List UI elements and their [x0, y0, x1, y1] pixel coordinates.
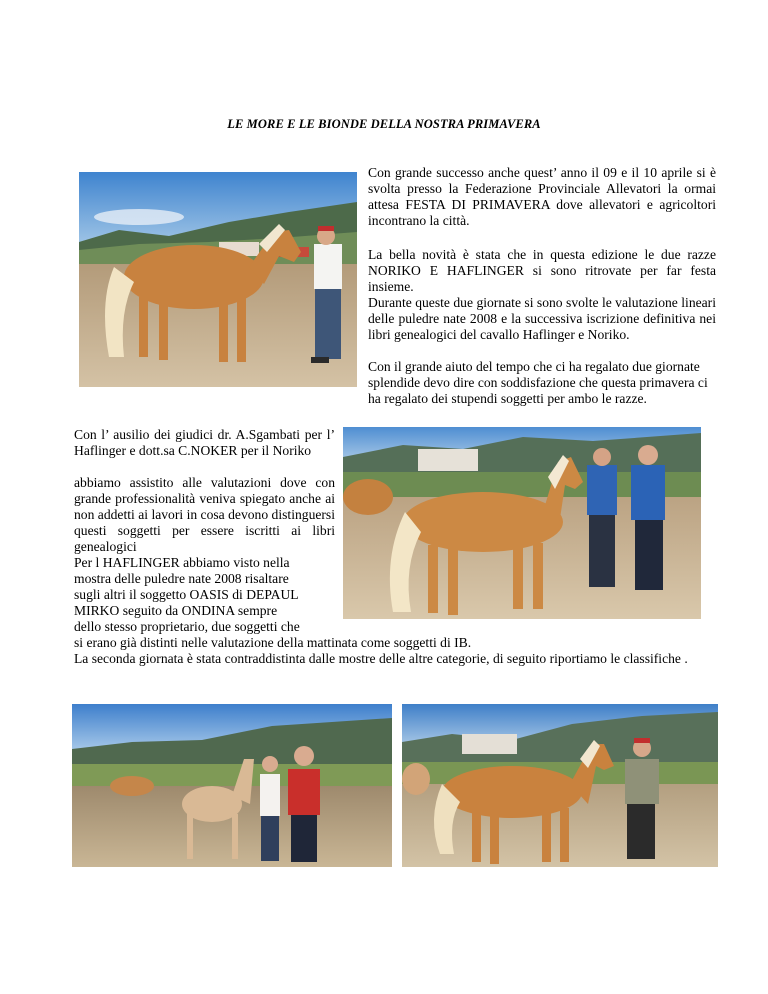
- judges-paragraph: Con l’ ausilio dei giudici dr. A.Sgambati per l’ Haflinger e dott.sa C.NOKER per il Noriko: [74, 427, 335, 458]
- haflinger-line-5: dello stesso proprietario, due soggetti che: [74, 619, 300, 634]
- photo-handler-haflinger: [402, 704, 718, 867]
- photo-judges-mare: [343, 427, 701, 619]
- days-paragraph: Durante queste due giornate si sono svolte le valutazione lineari delle puledre nate 2008 e la successiva iscrizione definitiva nei libri genealogici del cavallo Haflinger e Noriko.: [368, 295, 716, 342]
- weather-paragraph: Con il grande aiuto del tempo che ci ha regalato due giornate splendide devo dire con soddisfazione che questa primavera ci ha regalato dei stupendi soggetti per ambo le razze.: [368, 359, 708, 406]
- haflinger-line-1: Per l HAFLINGER abbiamo visto nella: [74, 555, 290, 570]
- assisted-paragraph: abbiamo assistito alle valutazioni dove con grande professionalità veniva spiegato anche ai non addetti ai lavori in cosa devono distinguersi questi soggetti per essere iscritti ai libri genealogici: [74, 475, 335, 554]
- second-day-paragraph: La seconda giornata è stata contraddistinta dalle mostre delle altre categorie, di seguito riportiamo le classifiche .: [74, 651, 688, 666]
- novelty-paragraph: La bella novità è stata che in questa edizione le due razze NORIKO E HAFLINGER si sono ritrovate per far festa insieme.: [368, 247, 716, 294]
- ib-paragraph: si erano già distinti nelle valutazione della mattinata come soggetti di IB.: [74, 635, 472, 650]
- intro-paragraph: Con grande successo anche quest’ anno il 09 e il 10 aprile si è svolta presso la Federazione Provinciale Allevatori la ormai attesa FESTA DI PRIMAVERA dove allevatori e agricoltori incontrano la città.: [368, 165, 716, 228]
- photo-mare-foal-owners: [72, 704, 392, 867]
- page-title: LE MORE E LE BIONDE DELLA NOSTRA PRIMAVERA: [227, 117, 541, 131]
- haflinger-line-3: sugli altri il soggetto OASIS di DEPAUL: [74, 587, 299, 602]
- photo-horse-handler: [79, 172, 357, 387]
- haflinger-line-4: MIRKO seguito da ONDINA sempre: [74, 603, 278, 618]
- haflinger-line-2: mostra delle puledre nate 2008 risaltare: [74, 571, 289, 586]
